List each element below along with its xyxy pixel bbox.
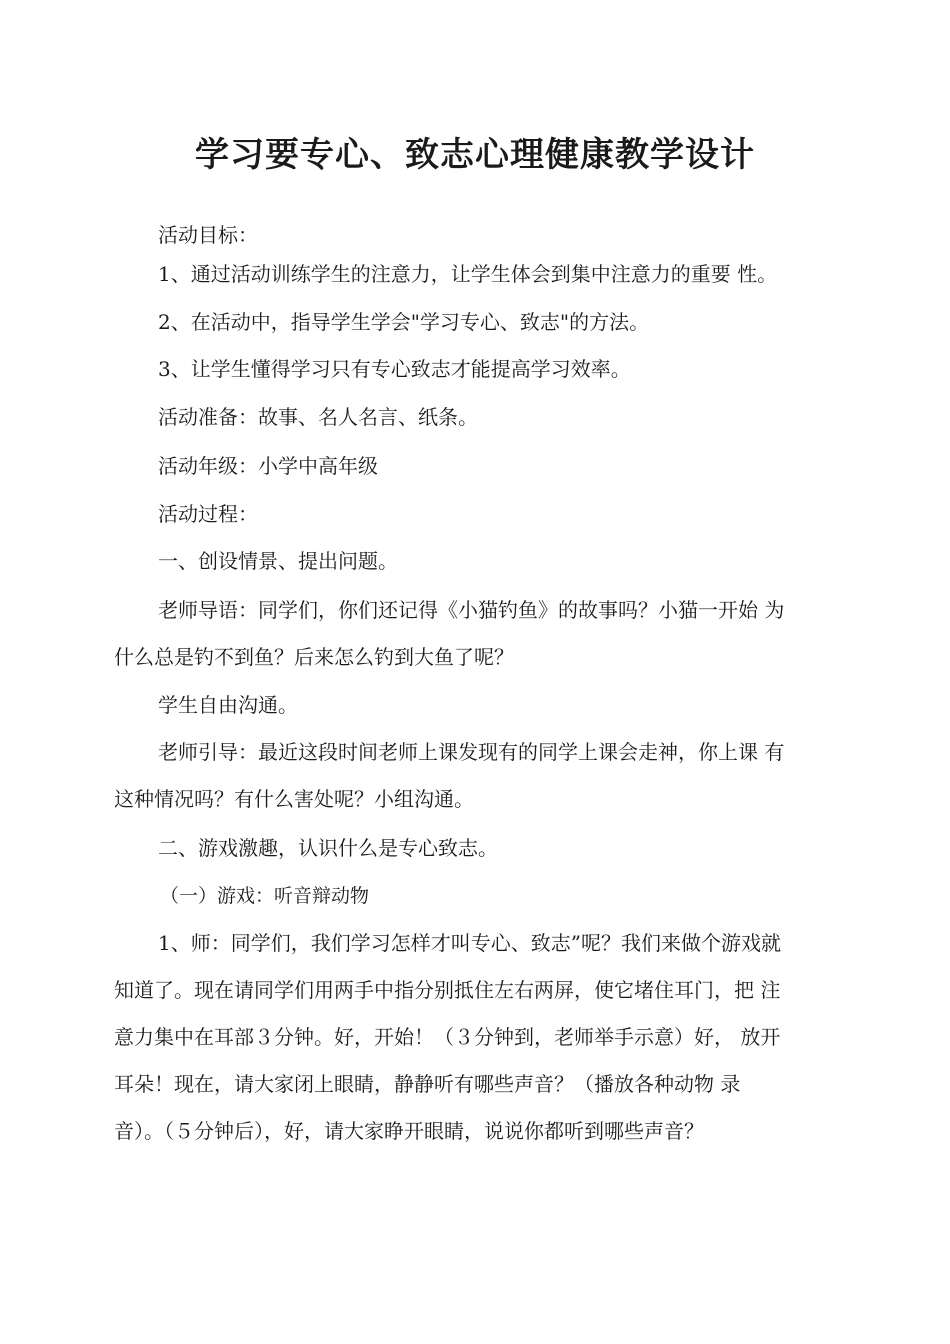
- page-title: 学习要专心、致志心理健康教学设计: [195, 134, 755, 175]
- paragraph-teacher-guide: [114, 729, 836, 823]
- paragraph-objectives-heading: 活动目标：: [158, 223, 258, 247]
- sub-heading-game: （一）游戏：听音辩动物: [160, 885, 370, 907]
- paragraph-teacher-intro: [114, 587, 836, 681]
- section-heading-1: 一、创设情景、提出问题。: [158, 549, 398, 573]
- text-line: 什么总是钓不到鱼？后来怎么钓到大鱼了呢？: [114, 645, 514, 669]
- text-line: 意力集中在耳部３分钟。好，开始！（３分钟到，老师举手示意）好， 放开: [114, 1025, 781, 1049]
- text-line: 知道了。现在请同学们用两手中指分别抵住左右两屏，使它堵住耳门，把 注: [114, 978, 781, 1002]
- paragraph-objective-3: 3、让学生懂得学习只有专心致志才能提高学习效率。: [158, 357, 631, 381]
- paragraph-game-instructions: [114, 920, 836, 1155]
- paragraph-objective-2: 2、在活动中，指导学生学会"学习专心、致志"的方法。: [158, 310, 650, 334]
- section-heading-2: 二、游戏激趣，认识什么是专心致志。: [158, 836, 498, 860]
- paragraph-process-heading: 活动过程：: [158, 502, 258, 526]
- paragraph-preparation: 活动准备：故事、名人名言、纸条。: [158, 405, 478, 429]
- text-line: 耳朵！现在，请大家闭上眼睛，静静听有哪些声音？（播放各种动物 录: [114, 1072, 741, 1096]
- paragraph-objective-1: 1、通过活动训练学生的注意力，让学生体会到集中注意力的重要 性。: [158, 262, 778, 286]
- paragraph-student-discussion: 学生自由沟通。: [158, 693, 298, 717]
- text-line: 音）。（５分钟后），好，请大家睁开眼睛，说说你都听到哪些声音？: [114, 1119, 704, 1143]
- text-line: 1、师：同学们，我们学习怎样才叫专心、致志”呢？我们来做个游戏就: [158, 931, 781, 955]
- text-line: 老师引导：最近这段时间老师上课发现有的同学上课会走神，你上课 有: [158, 740, 785, 764]
- text-line: 这种情况吗？有什么害处呢？小组沟通。: [114, 787, 474, 811]
- paragraph-grade: 活动年级：小学中高年级: [158, 454, 378, 478]
- text-line: 老师导语：同学们，你们还记得《小猫钓鱼》的故事吗？小猫一开始 为: [158, 598, 785, 622]
